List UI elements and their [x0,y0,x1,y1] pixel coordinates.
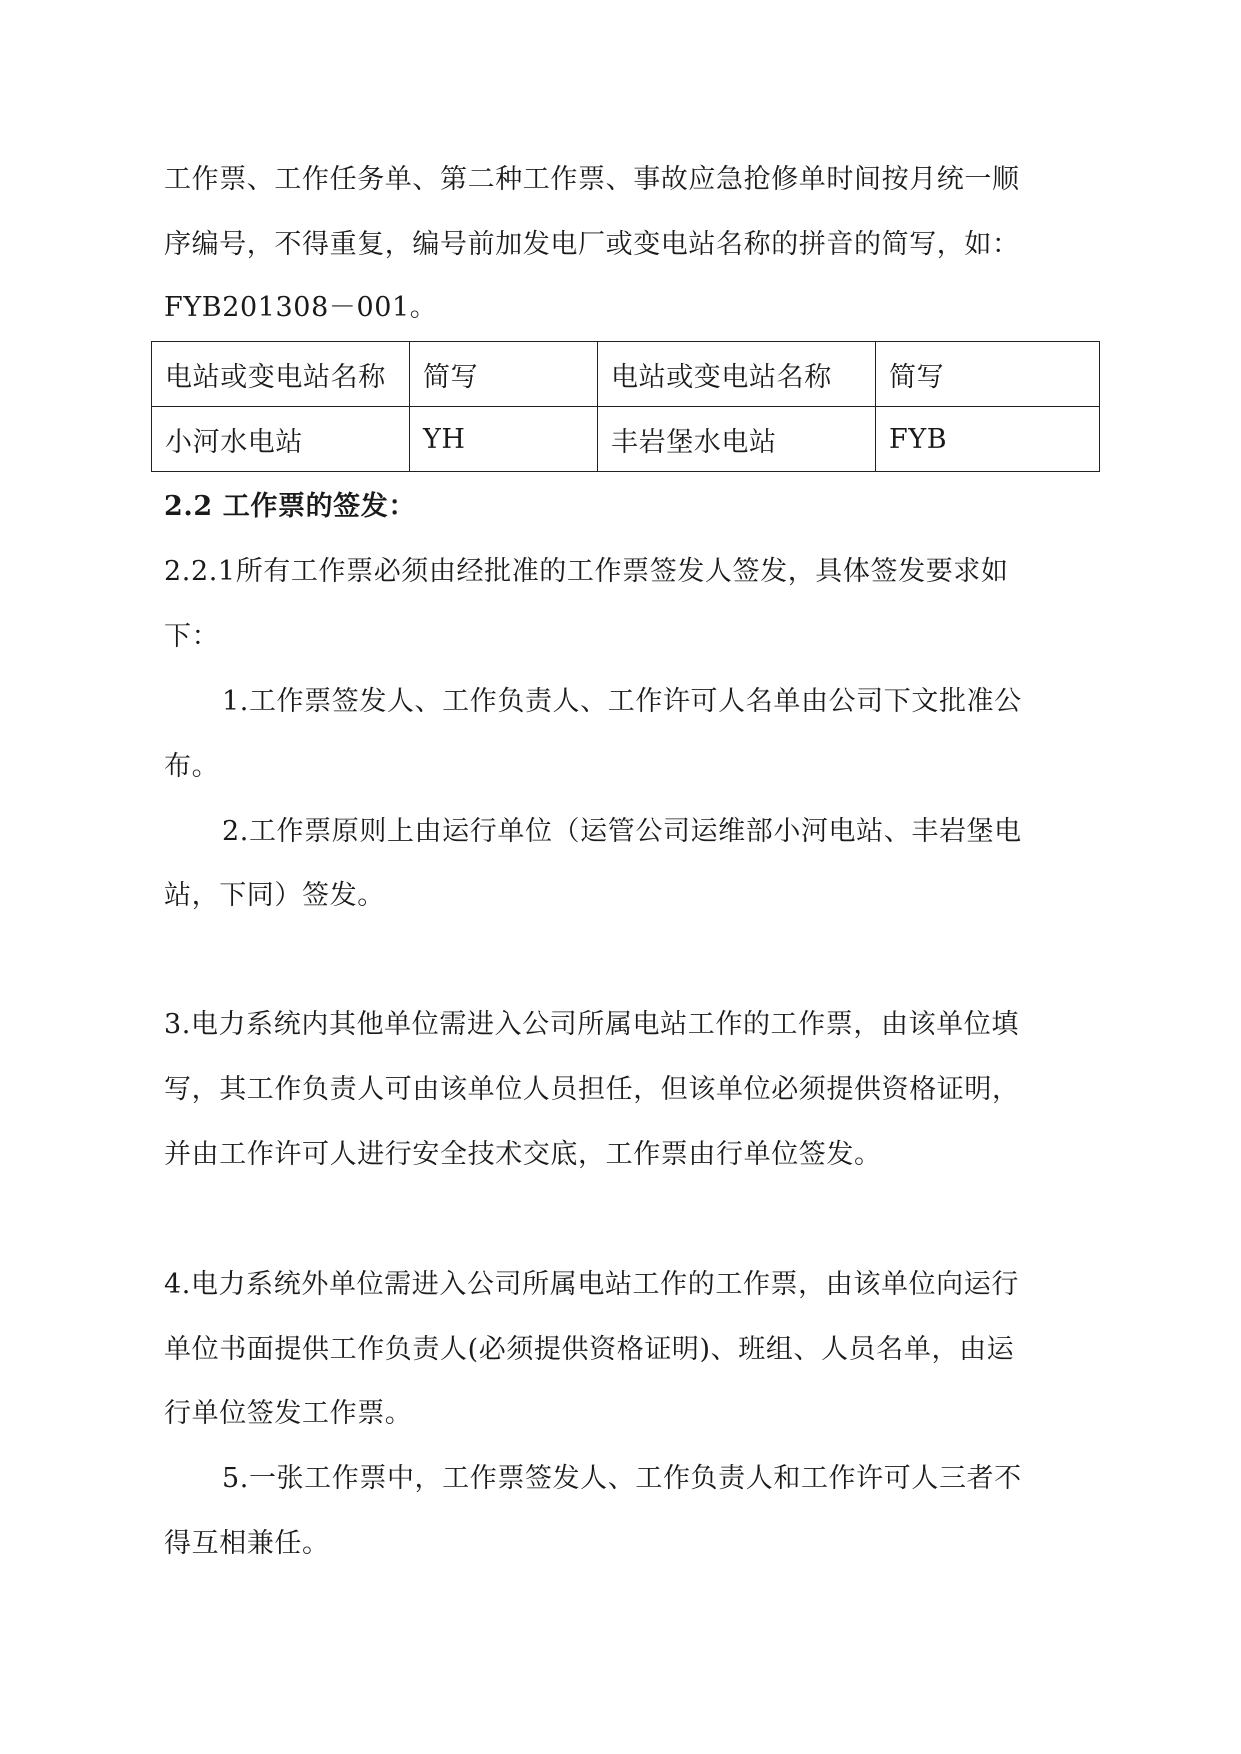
station-abbreviation-table [151,341,1100,472]
table-cell: FYB [876,407,1100,472]
body-line: 写，其工作负责人可由该单位人员担任，但该单位必须提供资格证明， [164,1074,1020,1105]
body-line: 布。 [164,751,220,782]
body-line: 下： [164,621,220,652]
intro-line-2: 序编号，不得重复，编号前加发电厂或变电站名称的拼音的简写，如： [164,229,1020,260]
body-line: 5.一张工作票中，工作票签发人、工作负责人和工作许可人三者不 [222,1463,1022,1494]
table-cell: 小河水电站 [152,407,410,472]
body-line: 1.工作票签发人、工作负责人、工作许可人名单由公司下文批准公 [222,686,1022,717]
body-line: 4.电力系统外单位需进入公司所属电站工作的工作票，由该单位向运行 [164,1269,1019,1300]
table-header-row [152,342,1100,407]
section-heading: 2.2 工作票的签发： [164,491,416,522]
body-line: 3.电力系统内其他单位需进入公司所属电站工作的工作票，由该单位填 [164,1009,1019,1040]
body-line: 行单位签发工作票。 [164,1398,413,1429]
header-station-name-2: 电站或变电站名称 [598,342,876,407]
header-abbreviation-2: 简写 [876,342,1100,407]
table-row [152,407,1100,472]
table-cell: 丰岩堡水电站 [598,407,876,472]
intro-line-3: FYB201308－001。 [164,292,438,323]
intro-line-1: 工作票、工作任务单、第二种工作票、事故应急抢修单时间按月统一顺 [164,164,1020,195]
table-cell: YH [410,407,598,472]
body-line: 2.2.1所有工作票必须由经批准的工作票签发人签发，具体签发要求如 [164,556,1009,587]
body-line: 并由工作许可人进行安全技术交底，工作票由行单位签发。 [164,1139,882,1170]
body-line: 单位书面提供工作负责人(必须提供资格证明)、班组、人员名单，由运 [164,1334,1015,1365]
body-line: 得互相兼任。 [164,1528,330,1559]
header-station-name-1: 电站或变电站名称 [152,342,410,407]
header-abbreviation-1: 简写 [410,342,598,407]
body-line: 2.工作票原则上由运行单位（运管公司运维部小河电站、丰岩堡电 [222,816,1022,847]
body-line: 站，下同）签发。 [164,880,385,911]
